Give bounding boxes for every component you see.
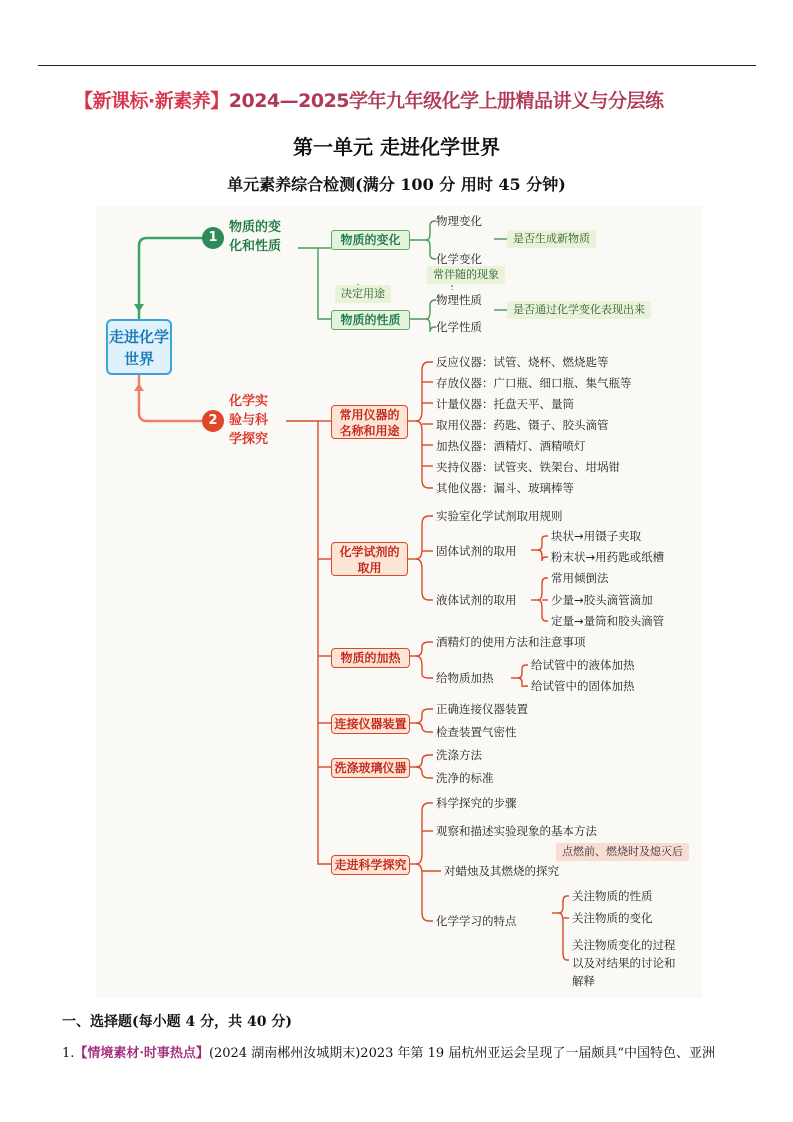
root-node: 走进化学世界 [106,319,172,375]
wash-standard: 洗净的标准 [436,771,494,785]
note-accompany: 常伴随的现象 [427,266,505,284]
heating-liquid: 给试管中的液体加热 [531,658,635,672]
branch2-title [229,392,268,449]
node-property: 物质的性质 [331,310,410,330]
series-title-open: 【 [74,90,93,112]
question-1-text: (2024 湖南郴州汝城期末)2023 年第 19 届杭州亚运会呈现了一届颇具“中国特色、亚洲 [208,1046,715,1061]
connect-correct: 正确连接仪器装置 [436,702,528,716]
branch1-title-line2: 化和性质 [229,239,282,254]
feature-process [572,936,676,990]
header-rule [38,65,756,66]
reagent-liquid: 液体试剂的取用 [436,593,517,607]
node-wash: 洗涤玻璃仪器 [331,758,410,778]
branch2-number-badge: 2 [202,410,224,432]
branch1-title [229,218,281,256]
instrument-measure: 计量仪器：托盘天平、量筒 [436,397,574,411]
series-title-close: 】 [210,90,229,112]
heating-lamp: 酒精灯的使用方法和注意事项 [436,635,586,649]
instrument-reaction: 反应仪器：试管、烧杯、燃烧匙等 [436,355,609,369]
node-reagents-line2: 取用 [357,561,382,575]
reagent-rule: 实验室化学试剂取用规则 [436,509,563,523]
node-instruments [331,405,408,439]
node-chemical-change: 化学变化 [436,252,482,266]
wash-method: 洗涤方法 [436,748,482,762]
feature-process-line1: 关注物质变化的过程 [572,938,676,952]
node-reagents-line1: 化学试剂的 [339,545,400,559]
note-via-chemical-change: 是否通过化学变化表现出来 [507,301,651,319]
instrument-clamp: 夹持仪器：试管夹、铁架台、坩埚钳 [436,460,620,474]
node-chemical-property: 化学性质 [436,320,482,334]
explore-observe: 观察和描述实验现象的基本方法 [436,824,597,838]
series-title-brand: 新课标·新素养 [92,90,211,112]
question-1-number: 1. [62,1046,75,1061]
node-heating: 物质的加热 [331,648,410,668]
sub-title: 单元素养综合检测(满分 100 分 用时 45 分钟) [227,175,566,194]
feature-process-line2: 以及对结果的讨论和 [572,956,676,970]
note-decide-use: 决定用途 [335,285,391,303]
note-new-substance: 是否生成新物质 [507,230,596,248]
mind-map [96,206,702,998]
reagent-liquid-pour: 常用倾倒法 [551,571,609,585]
reagent-solid-block: 块状→用镊子夹取 [551,529,642,543]
reagent-liquid-quant: 定量→量筒和胶头滴管 [551,614,665,628]
arrow-down-icon [134,383,144,391]
explore-steps: 科学探究的步骤 [436,796,517,810]
feature-property: 关注物质的性质 [572,889,653,903]
unit-title: 第一单元 走进化学世界 [293,135,500,159]
question-1-tag: 【情境素材·时事热点】 [74,1046,209,1061]
branch2-title-line3: 学探究 [229,432,269,447]
reagent-solid-powder: 粉末状→用药匙或纸槽 [551,550,665,564]
connect-airtight: 检查装置气密性 [436,725,517,739]
node-reagents [331,542,408,576]
branch1-number-badge: 1 [202,227,224,249]
question-1 [62,1042,762,1061]
section-title: 一、选择题(每小题 4 分，共 40 分) [62,1014,292,1030]
explore-features: 化学学习的特点 [436,914,517,928]
branch2-title-line1: 化学实 [229,394,269,409]
instrument-heat: 加热仪器：酒精灯、酒精喷灯 [436,439,586,453]
heating-heat: 给物质加热 [436,671,494,685]
instrument-other: 其他仪器：漏斗、玻璃棒等 [436,481,574,495]
note-before-during-after: 点燃前、燃烧时及熄灭后 [556,843,689,861]
series-title [74,86,793,113]
feature-change: 关注物质的变化 [572,911,653,925]
node-instruments-line1: 常用仪器的 [339,408,400,422]
branch1-title-line1: 物质的变 [229,220,282,235]
node-physical-property: 物理性质 [436,293,482,307]
series-title-rest: 2024—2025学年九年级化学上册精品讲义与分层练 [228,90,664,112]
node-instruments-line2: 名称和用途 [339,424,400,438]
node-change: 物质的变化 [331,230,410,250]
branch2-title-line2: 验与科 [229,413,269,428]
arrow-up-icon [134,304,144,312]
instrument-storage: 存放仪器：广口瓶、细口瓶、集气瓶等 [436,376,632,390]
feature-process-line3: 解释 [572,974,595,988]
instrument-take: 取用仪器：药匙、镊子、胶头滴管 [436,418,609,432]
node-physical-change: 物理变化 [436,214,482,228]
node-explore: 走进科学探究 [331,855,410,875]
reagent-liquid-little: 少量→胶头滴管滴加 [551,593,653,607]
explore-candle: 对蜡烛及其燃烧的探究 [444,864,559,878]
heating-solid: 给试管中的固体加热 [531,679,635,693]
node-connect: 连接仪器装置 [331,714,410,734]
reagent-solid: 固体试剂的取用 [436,544,517,558]
